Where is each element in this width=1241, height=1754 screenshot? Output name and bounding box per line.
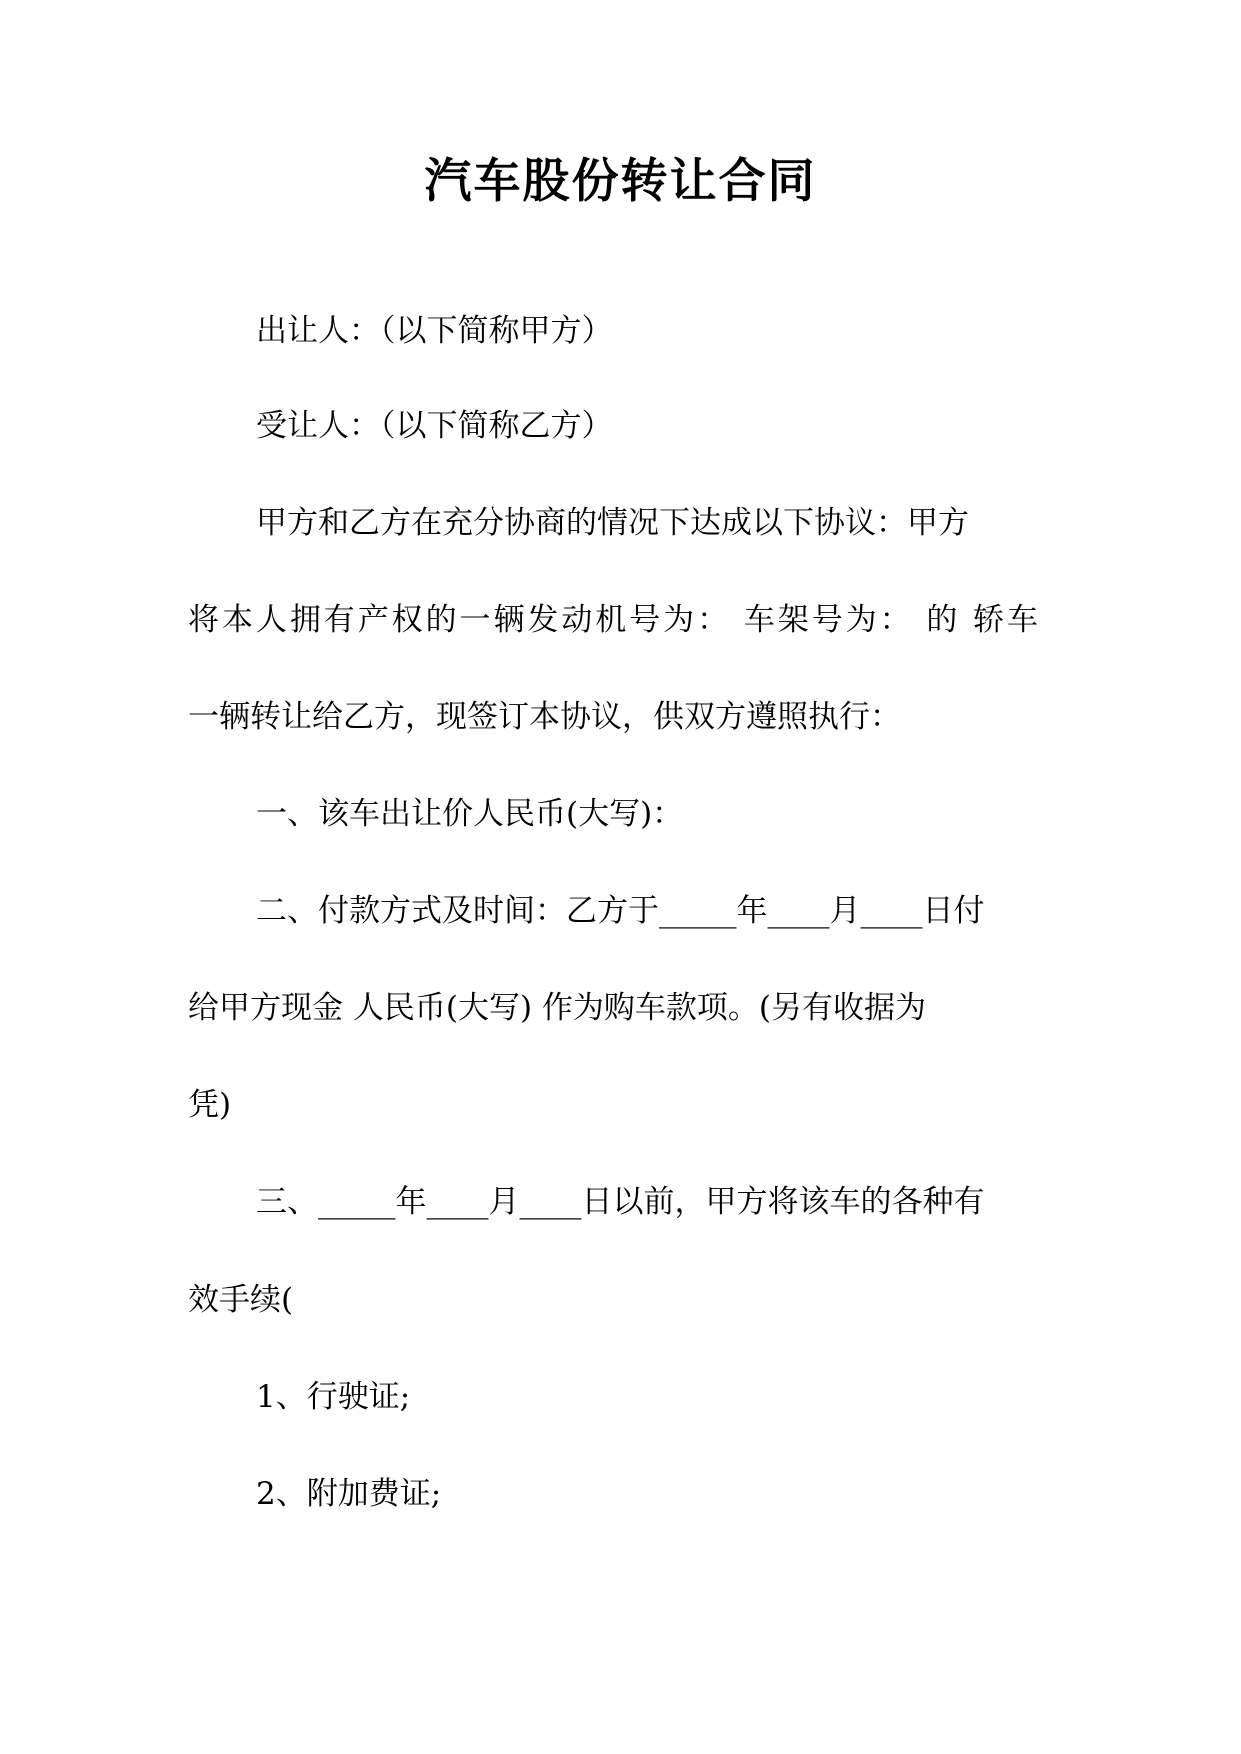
transferor-line: 出让人：（以下简称甲方） xyxy=(256,313,613,349)
agreement-paragraph-line-2: 将本人拥有产权的一辆发动机号为： 车架号为： 的 轿车 xyxy=(188,602,1038,638)
clause-2-line-1: 二、付款方式及时间：乙方于_____年____月____日付 xyxy=(256,893,985,929)
clause-2-line-2: 给甲方现金 人民币(大写) 作为购车款项。(另有收据为 xyxy=(188,990,926,1026)
item-surcharge-certificate: 2、附加费证; xyxy=(256,1476,442,1512)
clause-2-line-3: 凭) xyxy=(188,1087,232,1123)
clause-3-line-1: 三、_____年____月____日以前，甲方将该车的各种有 xyxy=(256,1184,985,1220)
clause-1-price: 一、该车出让价人民币(大写)： xyxy=(256,796,684,832)
agreement-paragraph-line-1: 甲方和乙方在充分协商的情况下达成以下协议：甲方 xyxy=(256,505,969,541)
document-title: 汽车股份转让合同 xyxy=(424,154,817,209)
agreement-paragraph-line-3: 一辆转让给乙方，现签订本协议，供双方遵照执行： xyxy=(188,699,901,735)
item-driving-license: 1、行驶证; xyxy=(256,1379,411,1415)
transferee-line: 受让人：（以下简称乙方） xyxy=(256,408,613,444)
clause-3-line-2: 效手续( xyxy=(188,1282,294,1318)
